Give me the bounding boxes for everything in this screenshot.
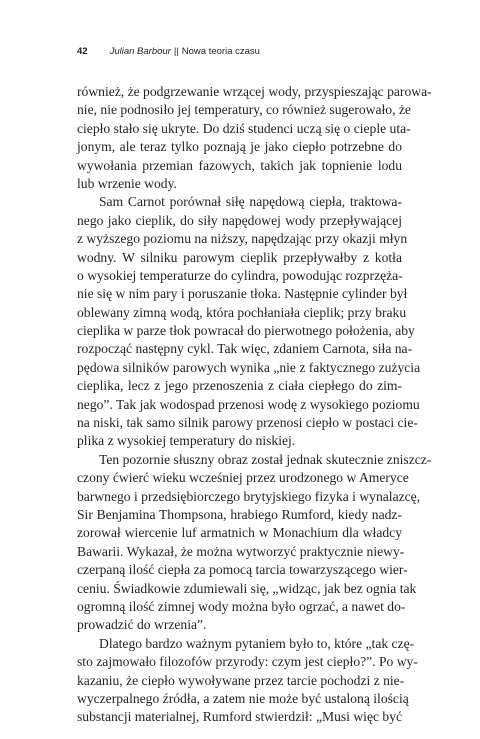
text-line: ogromną ilość zimnej wody można było ogrzać, a nawet do- bbox=[77, 598, 406, 614]
running-header bbox=[77, 46, 260, 57]
text-line: Sir Benjamina Thompsona, hrabiego Rumford, kiedy nadz- bbox=[77, 506, 402, 522]
text-line: wywołania przemian fazowych, takich jak topnienie lodu bbox=[77, 157, 402, 173]
text-line: cieplika w parze tłok powracał do pierwotnego położenia, aby bbox=[77, 323, 415, 339]
text-line: Ten pozornie słuszny obraz został jednak skutecznie zniszcz- bbox=[99, 451, 432, 467]
text-line: zorował wiercenie luf armatnich w Monachium dla władcy bbox=[77, 525, 402, 541]
text-line: wyczerpalnego źródła, a zatem nie może być ustaloną ilością bbox=[77, 690, 409, 706]
text-line: substancji materialnej, Rumford stwierdził: „Musi więc być bbox=[77, 709, 403, 725]
paragraph bbox=[77, 451, 432, 635]
text-line: barwnego i przedsiębiorczego brytyjskiego fizyka i wynalazcę, bbox=[77, 488, 421, 504]
text-line: oblewany zimną wodą, która pochłaniała cieplik; przy braku bbox=[77, 304, 407, 320]
text-line: prowadzić do wrzenia”. bbox=[77, 617, 207, 633]
text-line: ceniu. Świadkowie zdumiewali się, „widząc, jak bez ognia tak bbox=[77, 580, 417, 596]
text-line: sto zajmowało filozofów przyrody: czym jest ciepło?”. Po wy- bbox=[77, 654, 418, 670]
page-number: 42 bbox=[77, 46, 88, 57]
text-line: nego”. Tak jak wodospad przenosi wodę z wysokiego poziomu bbox=[77, 396, 420, 412]
text-line: kazaniu, że ciepło wywoływane przez tarcie pochodzi z nie- bbox=[77, 672, 405, 688]
body-text bbox=[77, 83, 432, 727]
author-name: Julian Barbour bbox=[109, 46, 171, 57]
text-line: z wyższego poziomu na niższy, napędzając przy okazji młyn bbox=[77, 231, 408, 247]
paragraph bbox=[77, 635, 418, 727]
text-line: nie się w nim pary i poruszanie tłoka. Następnie cylinder był bbox=[77, 286, 408, 302]
text-line: wodny. W silniku parowym cieplik przepływałby z kotła bbox=[77, 249, 402, 265]
text-line: ciepło stało się ukryte. Do dziś studenci uczą się o cieple uta- bbox=[77, 120, 411, 136]
text-line: jonym, ale teraz tylko poznają je jako ciepło potrzebne do bbox=[77, 139, 402, 155]
text-line: cieplika, lecz z jego przenoszenia z ciała ciepłego do zim- bbox=[77, 378, 402, 394]
paragraph bbox=[77, 83, 432, 193]
text-line: plika z wysokiej temperatury do niskiej. bbox=[77, 433, 296, 449]
header-separator: || bbox=[173, 46, 179, 57]
text-line: czony ćwierć wieku wcześniej przez urodzonego w Ameryce bbox=[77, 470, 409, 486]
text-line: nie, nie podnosiło jej temperatury, co również sugerowało, że bbox=[77, 102, 411, 118]
text-line: na niski, tak samo silnik parowy przenosi ciepło w postaci cie- bbox=[77, 415, 418, 431]
book-title: Nowa teoria czasu bbox=[181, 46, 260, 57]
text-line: również, że podgrzewanie wrzącej wody, przyspieszając parowa- bbox=[77, 84, 432, 99]
paragraph bbox=[77, 193, 421, 450]
text-line: pędowa silników parowych wynika „nie z faktycznego zużycia bbox=[77, 359, 421, 375]
text-line: Sam Carnot porównał siłę napędową ciepła, traktowa- bbox=[99, 194, 402, 210]
text-line: lub wrzenie wody. bbox=[77, 175, 177, 191]
text-line: Bawarii. Wykazał, że można wytworzyć praktycznie niewy- bbox=[77, 543, 405, 559]
text-line: czerpaną ilość ciepła za pomocą tarcia towarzyszącego wier- bbox=[77, 562, 408, 578]
text-line: Dlatego bardzo ważnym pytaniem było to, które „tak czę- bbox=[99, 635, 415, 651]
text-line: rozpocząć następny cykl. Tak więc, zdaniem Carnota, siła na- bbox=[77, 341, 413, 357]
text-line: o wysokiej temperaturze do cylindra, powodując rozprzęża- bbox=[77, 267, 403, 283]
text-line: nego jako cieplik, do siły napędowej wody przepływającej bbox=[77, 212, 402, 228]
